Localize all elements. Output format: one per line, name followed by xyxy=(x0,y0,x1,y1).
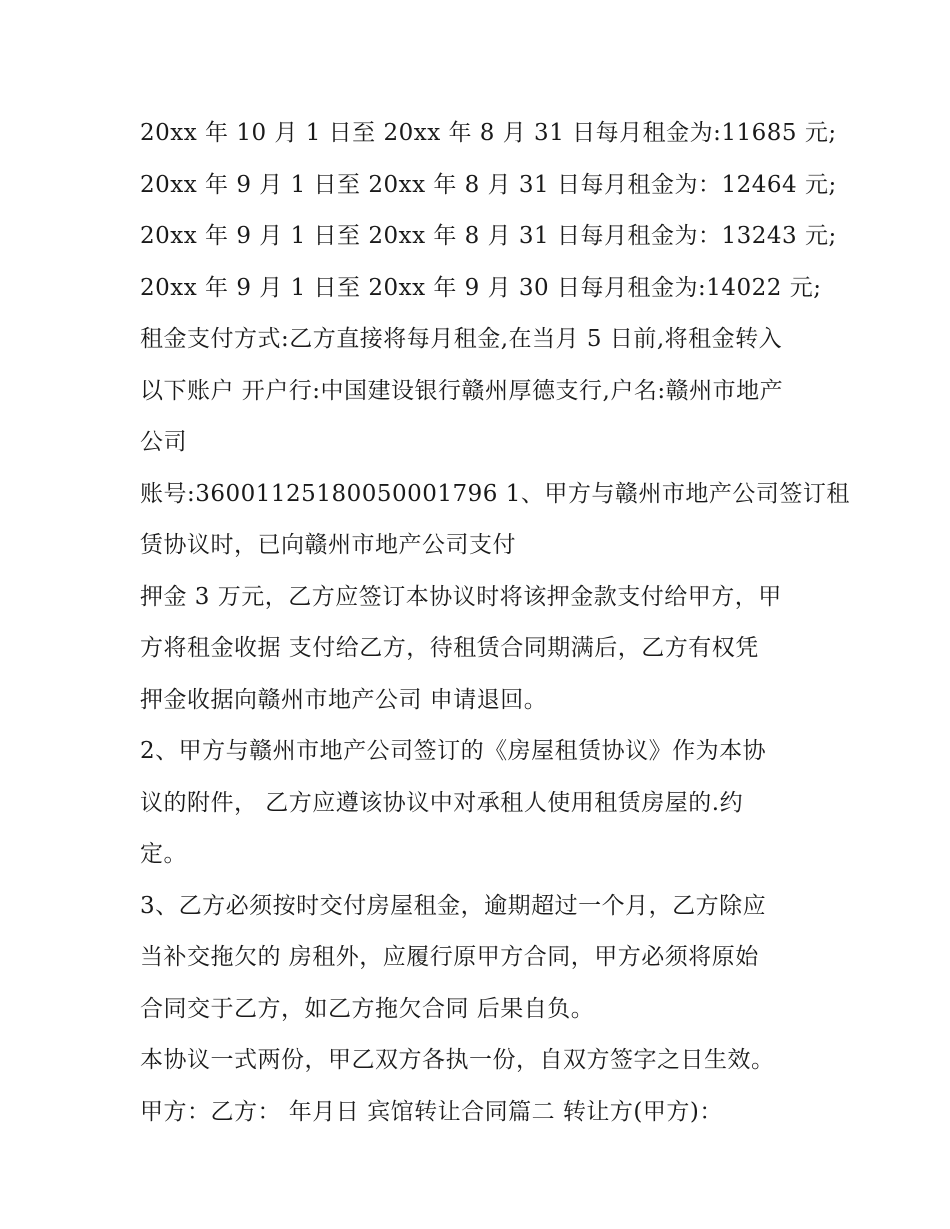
copies-clause-line: 本协议一式两份，甲乙双方各执一份，自双方签字之日生效。 xyxy=(140,1047,775,1073)
payment-method-line-1: 租金支付方式:乙方直接将每月租金,在当月 5 日前,将租金转入 xyxy=(140,326,783,352)
clause-2-line-3: 定。 xyxy=(140,841,187,867)
rent-period-line-3: 20xx 年 9 月 1 日至 20xx 年 8 月 31 日每月租金为：13243 元; xyxy=(140,223,837,249)
rent-period-line-4: 20xx 年 9 月 1 日至 20xx 年 9 月 30 日每月租金为:14022 元; xyxy=(140,274,822,301)
clause-2-line-1: 2、甲方与赣州市地产公司签订的《房屋租赁协议》作为本协 xyxy=(140,738,767,764)
document-body xyxy=(140,108,850,1138)
deposit-clause-line-2: 方将租金收据 支付给乙方，待租赁合同期满后，乙方有权凭 xyxy=(140,635,759,661)
account-clause-line-2: 赁协议时，已向赣州市地产公司支付 xyxy=(140,532,516,558)
rent-period-line-2: 20xx 年 9 月 1 日至 20xx 年 8 月 31 日每月租金为：12464 元; xyxy=(140,171,837,198)
payment-method-line-2: 以下账户 开户行:中国建设银行赣州厚德支行,户名:赣州市地产 xyxy=(140,377,784,404)
signature-line: 甲方：乙方： 年月日 宾馆转让合同篇二 转让方(甲方)： xyxy=(140,1098,723,1125)
deposit-clause-line-3: 押金收据向赣州市地产公司 申请退回。 xyxy=(140,686,548,713)
payment-method-line-3: 公司 xyxy=(140,429,187,455)
clause-2-line-2: 议的附件， 乙方应遵该协议中对承租人使用租赁房屋的.约 xyxy=(140,789,744,816)
clause-3-line-2: 当补交拖欠的 房租外，应履行原甲方合同，甲方必须将原始 xyxy=(140,944,759,970)
clause-3-line-1: 3、乙方必须按时交付房屋租金，逾期超过一个月，乙方除应 xyxy=(140,892,767,919)
rent-period-line-1: 20xx 年 10 月 1 日至 20xx 年 8 月 31 日每月租金为:11685 元; xyxy=(140,120,837,146)
deposit-clause-line-1: 押金 3 万元，乙方应签订本协议时将该押金款支付给甲方，甲 xyxy=(140,583,782,610)
account-clause-line-1: 账号:36001125180050001796 1、甲方与赣州市地产公司签订租 xyxy=(140,480,850,507)
clause-3-line-3: 合同交于乙方，如乙方拖欠合同 后果自负。 xyxy=(140,995,595,1022)
